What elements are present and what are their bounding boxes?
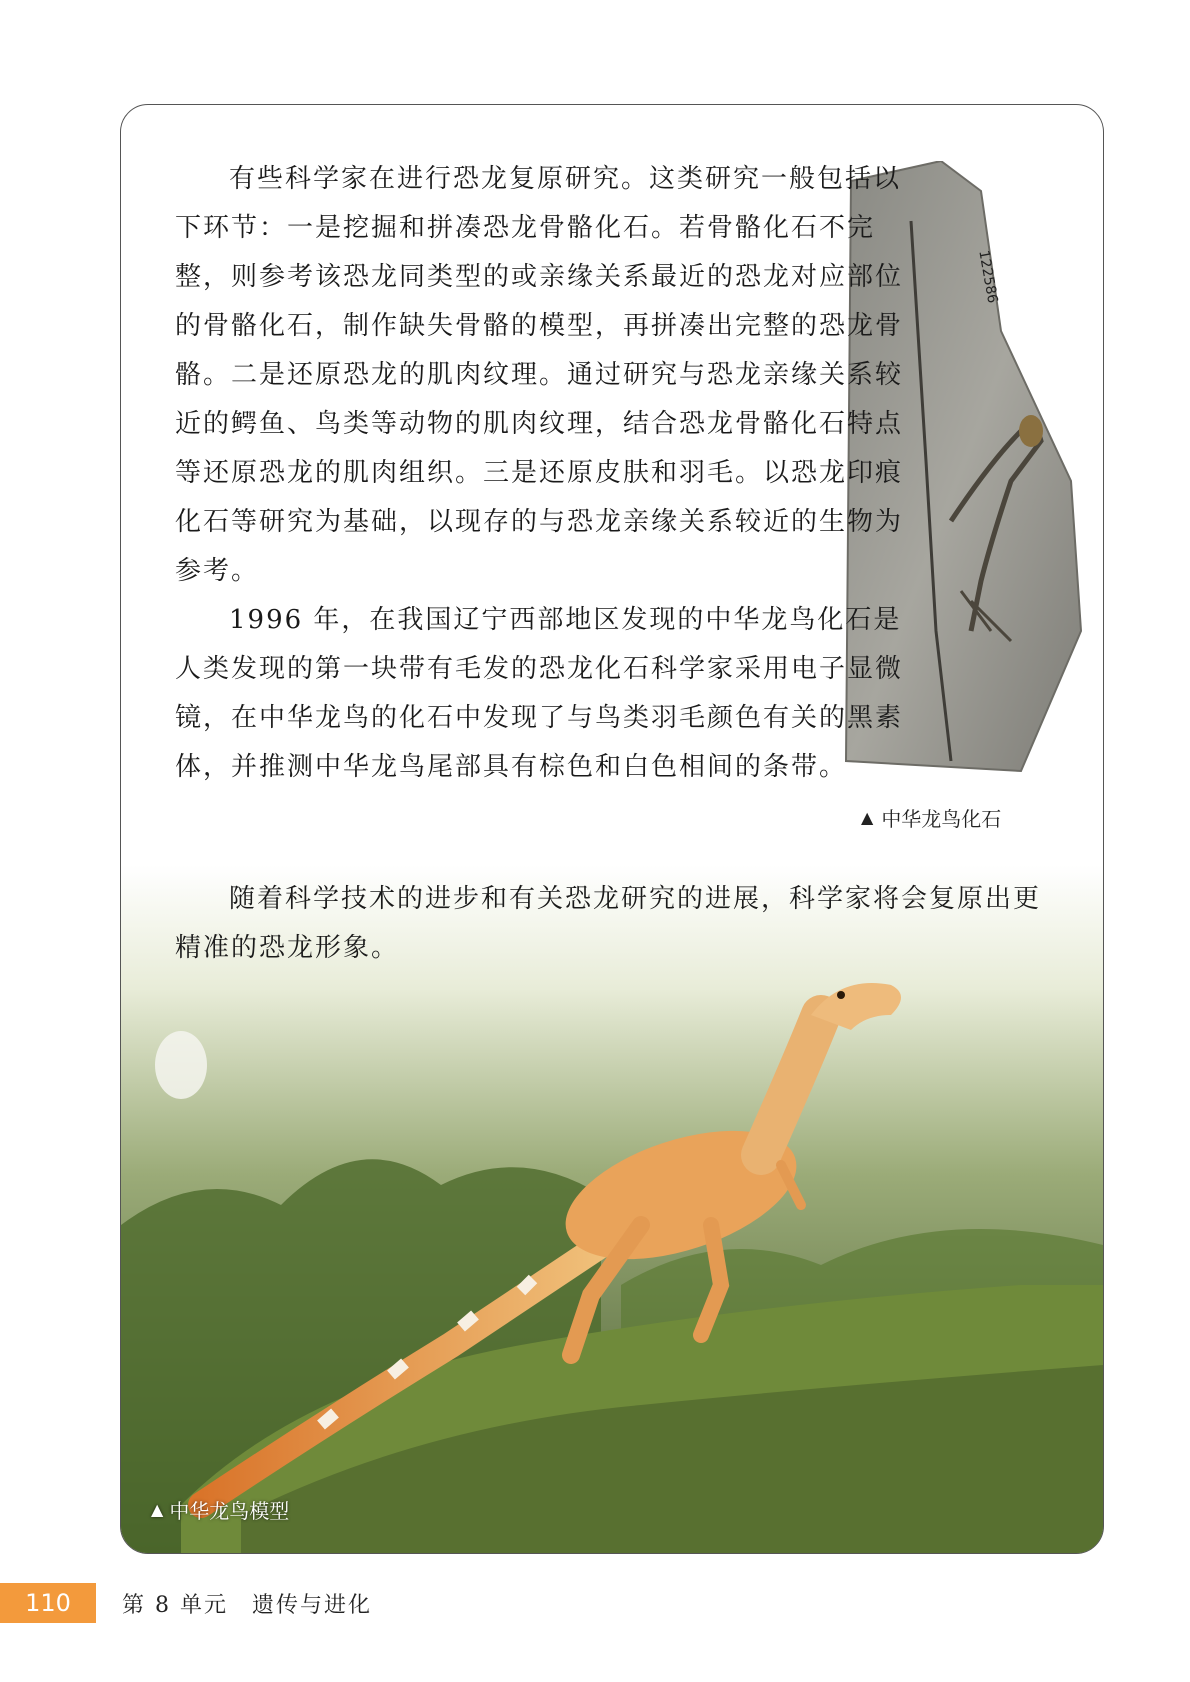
- fossil-specimen-number: 122586: [975, 249, 1001, 305]
- unit-title: 遗传与进化: [251, 1592, 372, 1618]
- paragraph-reconstruction: 有些科学家在进行恐龙复原研究。这类研究一般包括以下环节：一是挖掘和拼凑恐龙骨骼化石。若骨骼化石不完整，则参考该恐龙同类型的或亲缘关系最近的恐龙对应部位的骨骼化石，制作缺失骨骼的模型，再拼凑出完整的恐龙骨骼。二是还原恐龙的肌肉纹理。通过研究与恐龙亲缘关系较近的鳄鱼、鸟类等动物的肌肉纹理，结合恐龙骨骼化石特点等还原恐龙的肌肉组织。三是还原皮肤和羽毛。以恐龙印痕化石等研究为基础，以现存的与恐龙亲缘关系较近的生物为参考。: [175, 164, 904, 586]
- content-frame: [120, 104, 1104, 1554]
- triangle-icon: ▲: [861, 808, 874, 827]
- page-footer: [0, 1583, 1190, 1623]
- model-caption-text: 中华龙鸟模型: [169, 1499, 290, 1523]
- unit-label: 第 8 单元: [122, 1592, 228, 1618]
- triangle-icon: ▲: [151, 1500, 164, 1519]
- fossil-caption-text: 中华龙鸟化石: [881, 807, 1002, 831]
- page-number: 110: [0, 1583, 96, 1623]
- paragraph-sinosauropteryx: 1996 年，在我国辽宁西部地区发现的中华龙鸟化石是人类发现的第一块带有毛发的恐龙化石科学家采用电子显微镜，在中华龙鸟的化石中发现了与鸟类羽毛颜色有关的黑素体，并推测中华龙鸟尾部具有棕色和白色相间的条带。: [175, 605, 904, 782]
- text-block: [175, 155, 923, 792]
- paragraph-future: 随着科学技术的进步和有关恐龙研究的进展，科学家将会复原出更精准的恐龙形象。: [175, 884, 1042, 963]
- model-caption: [151, 1495, 289, 1524]
- fossil-caption: [861, 803, 1001, 832]
